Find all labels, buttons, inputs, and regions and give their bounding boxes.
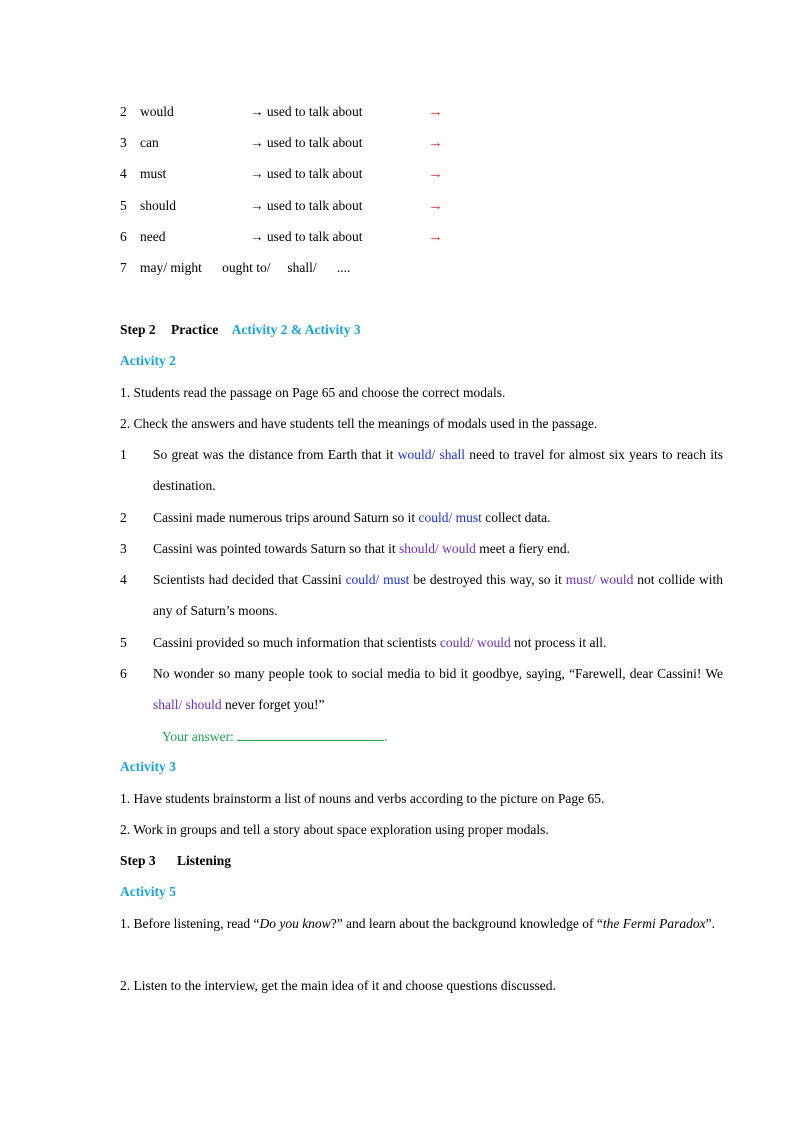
usage-text: → used to talk about: [250, 229, 363, 244]
step-title: Practice: [171, 322, 219, 337]
red-arrow-icon: →: [428, 166, 443, 182]
modal-word: may/ might ought to/ shall/ ....: [140, 260, 351, 275]
activity2-heading: Activity 2: [120, 353, 176, 368]
step-activities: Activity 2 & Activity 3: [231, 322, 361, 337]
modal-choice: should/ would: [398, 541, 476, 556]
usage-text: → used to talk about: [250, 166, 363, 181]
answer-label: Your answer:: [162, 729, 234, 744]
step3-heading: [120, 853, 231, 869]
item-text: So great was the distance from Earth that it would/ shall need to travel for almost six years to reach its destination.: [153, 447, 723, 493]
item-number: 3: [120, 541, 127, 556]
item-number: 2: [120, 510, 127, 525]
activity3-heading: Activity 3: [120, 759, 176, 774]
do-you-know-title: Do you know: [259, 916, 331, 931]
answer-line: [162, 728, 388, 745]
usage-text: → used to talk about: [250, 104, 363, 119]
activity5-instruction-2: 2. Listen to the interview, get the main idea of it and choose questions discussed.: [120, 978, 556, 993]
activity2-instruction-2: 2. Check the answers and have students tell the meanings of modals used in the passage.: [120, 416, 598, 431]
item-text: Cassini was pointed towards Saturn so that it should/ would meet a fiery end.: [153, 541, 570, 556]
red-arrow-icon: →: [428, 198, 443, 214]
red-arrow-icon: →: [428, 229, 443, 245]
row-number: 6: [120, 229, 127, 244]
item-number: 1: [120, 447, 127, 462]
modal-word: would: [140, 104, 174, 119]
usage-text: → used to talk about: [250, 198, 363, 213]
usage-text: → used to talk about: [250, 135, 363, 150]
item-text: Scientists had decided that Cassini could/ must be destroyed this way, so it must/ would not collide with any of Saturn’s moons.: [153, 572, 723, 618]
answer-end: .: [384, 729, 388, 744]
modal-choice: would/ shall: [397, 447, 465, 462]
item-number: 5: [120, 635, 127, 650]
step-title: Listening: [177, 853, 232, 868]
red-arrow-icon: →: [428, 135, 443, 151]
modal-choice: shall/ should: [153, 697, 222, 712]
step-label: Step 2: [120, 322, 156, 337]
item-text: Cassini provided so much information that scientists could/ would not process it all.: [153, 635, 607, 650]
modal-choice: could/ must: [418, 510, 482, 525]
modal-word: need: [140, 229, 166, 244]
item-text: Cassini made numerous trips around Saturn so it could/ must collect data.: [153, 510, 551, 525]
modal-choice: could/ would: [439, 635, 511, 650]
answer-blank[interactable]: [237, 728, 384, 741]
modal-choice: could/ must: [345, 572, 410, 587]
activity5-heading: Activity 5: [120, 884, 176, 899]
activity2-instruction-1: 1. Students read the passage on Page 65 and choose the correct modals.: [120, 385, 506, 400]
item-number: 6: [120, 666, 127, 681]
activity5-instruction-1: 1. Before listening, read “Do you know?” and learn about the background knowledge of “the Fermi Paradox”.: [120, 916, 715, 931]
red-arrow-icon: →: [428, 104, 443, 120]
modal-choice-2: must/ would: [565, 572, 634, 587]
modal-word: can: [140, 135, 159, 150]
fermi-paradox-title: the Fermi Paradox: [602, 916, 706, 931]
row-number: 4: [120, 166, 127, 181]
row-number: 2: [120, 104, 127, 119]
row-number: 5: [120, 198, 127, 213]
row-number: 7: [120, 260, 127, 275]
step-label: Step 3: [120, 853, 156, 868]
item-number: 4: [120, 572, 127, 587]
row-number: 3: [120, 135, 127, 150]
activity3-instruction-2: 2. Work in groups and tell a story about space exploration using proper modals.: [120, 822, 549, 837]
modal-word: must: [140, 166, 167, 181]
item-text: No wonder so many people took to social media to bid it goodbye, saying, “Farewell, dear Cassini! We shall/ should never forget you!”: [153, 666, 723, 712]
activity3-instruction-1: 1. Have students brainstorm a list of nouns and verbs according to the picture on Page 65.: [120, 791, 605, 806]
modal-word: should: [140, 198, 177, 213]
step2-heading: [120, 322, 361, 338]
